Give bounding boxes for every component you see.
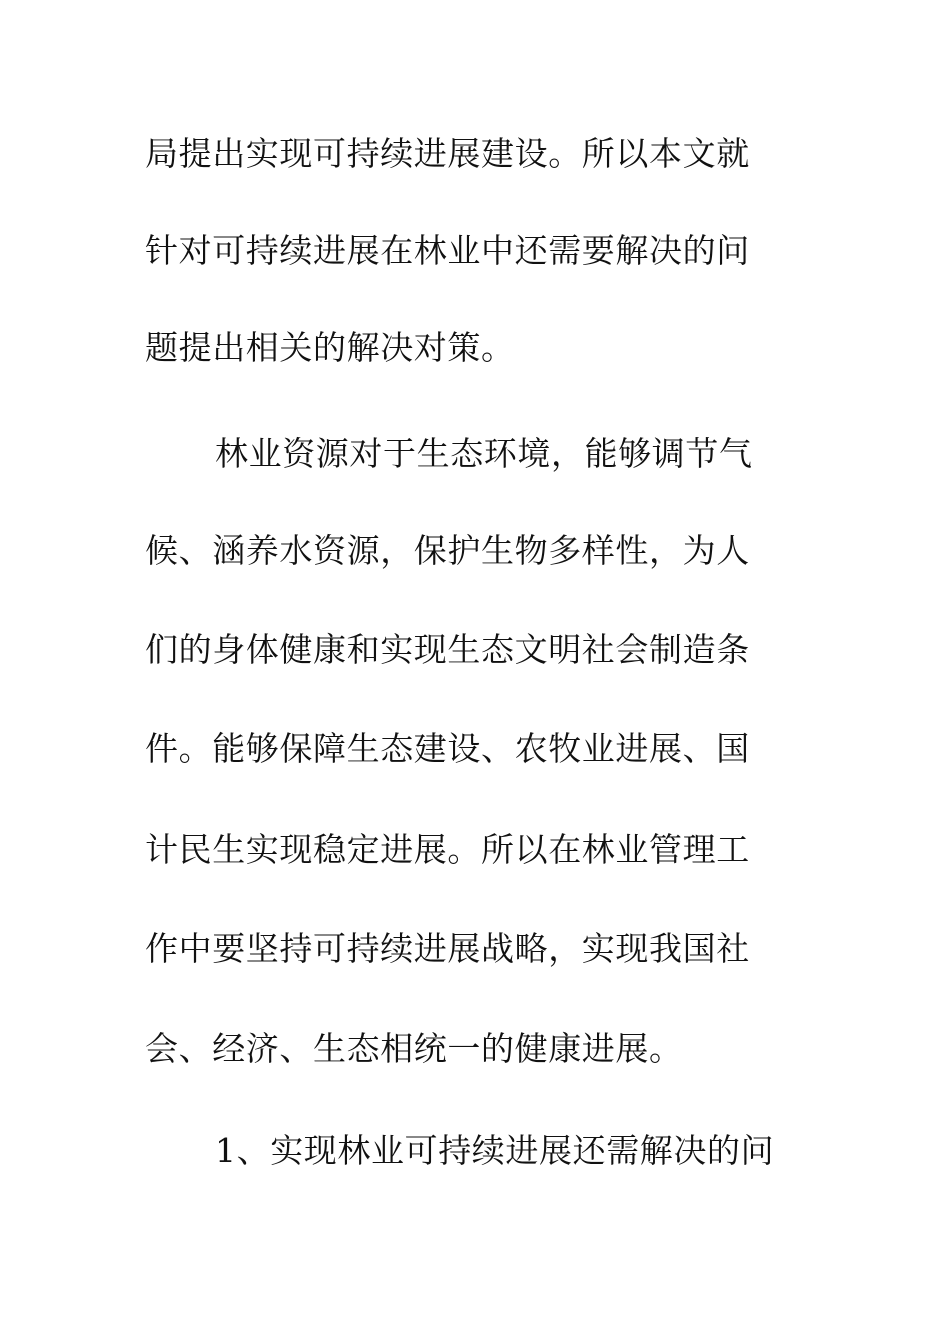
section-heading-1: 1、实现林业可持续进展还需解决的问 [215,1131,775,1170]
paragraph-2-line-5: 计民生实现稳定进展。所以在林业管理工 [145,830,750,869]
paragraph-2-line-7: 会、经济、生态相统一的健康进展。 [145,1029,683,1068]
paragraph-1-line-2: 针对可持续进展在林业中还需要解决的问 [145,231,750,270]
paragraph-2-line-6: 作中要坚持可持续进展战略，实现我国社 [145,929,750,968]
paragraph-2-line-2: 候、涵养水资源，保护生物多样性，为人 [145,531,750,570]
paragraph-1-line-1: 局提出实现可持续进展建设。所以本文就 [145,134,750,173]
paragraph-2-line-4: 件。能够保障生态建设、农牧业进展、国 [145,729,750,768]
paragraph-1-line-3: 题提出相关的解决对策。 [145,328,515,367]
paragraph-2-line-3: 们的身体健康和实现生态文明社会制造条 [145,630,750,669]
paragraph-2-line-1: 林业资源对于生态环境，能够调节气 [215,434,753,473]
